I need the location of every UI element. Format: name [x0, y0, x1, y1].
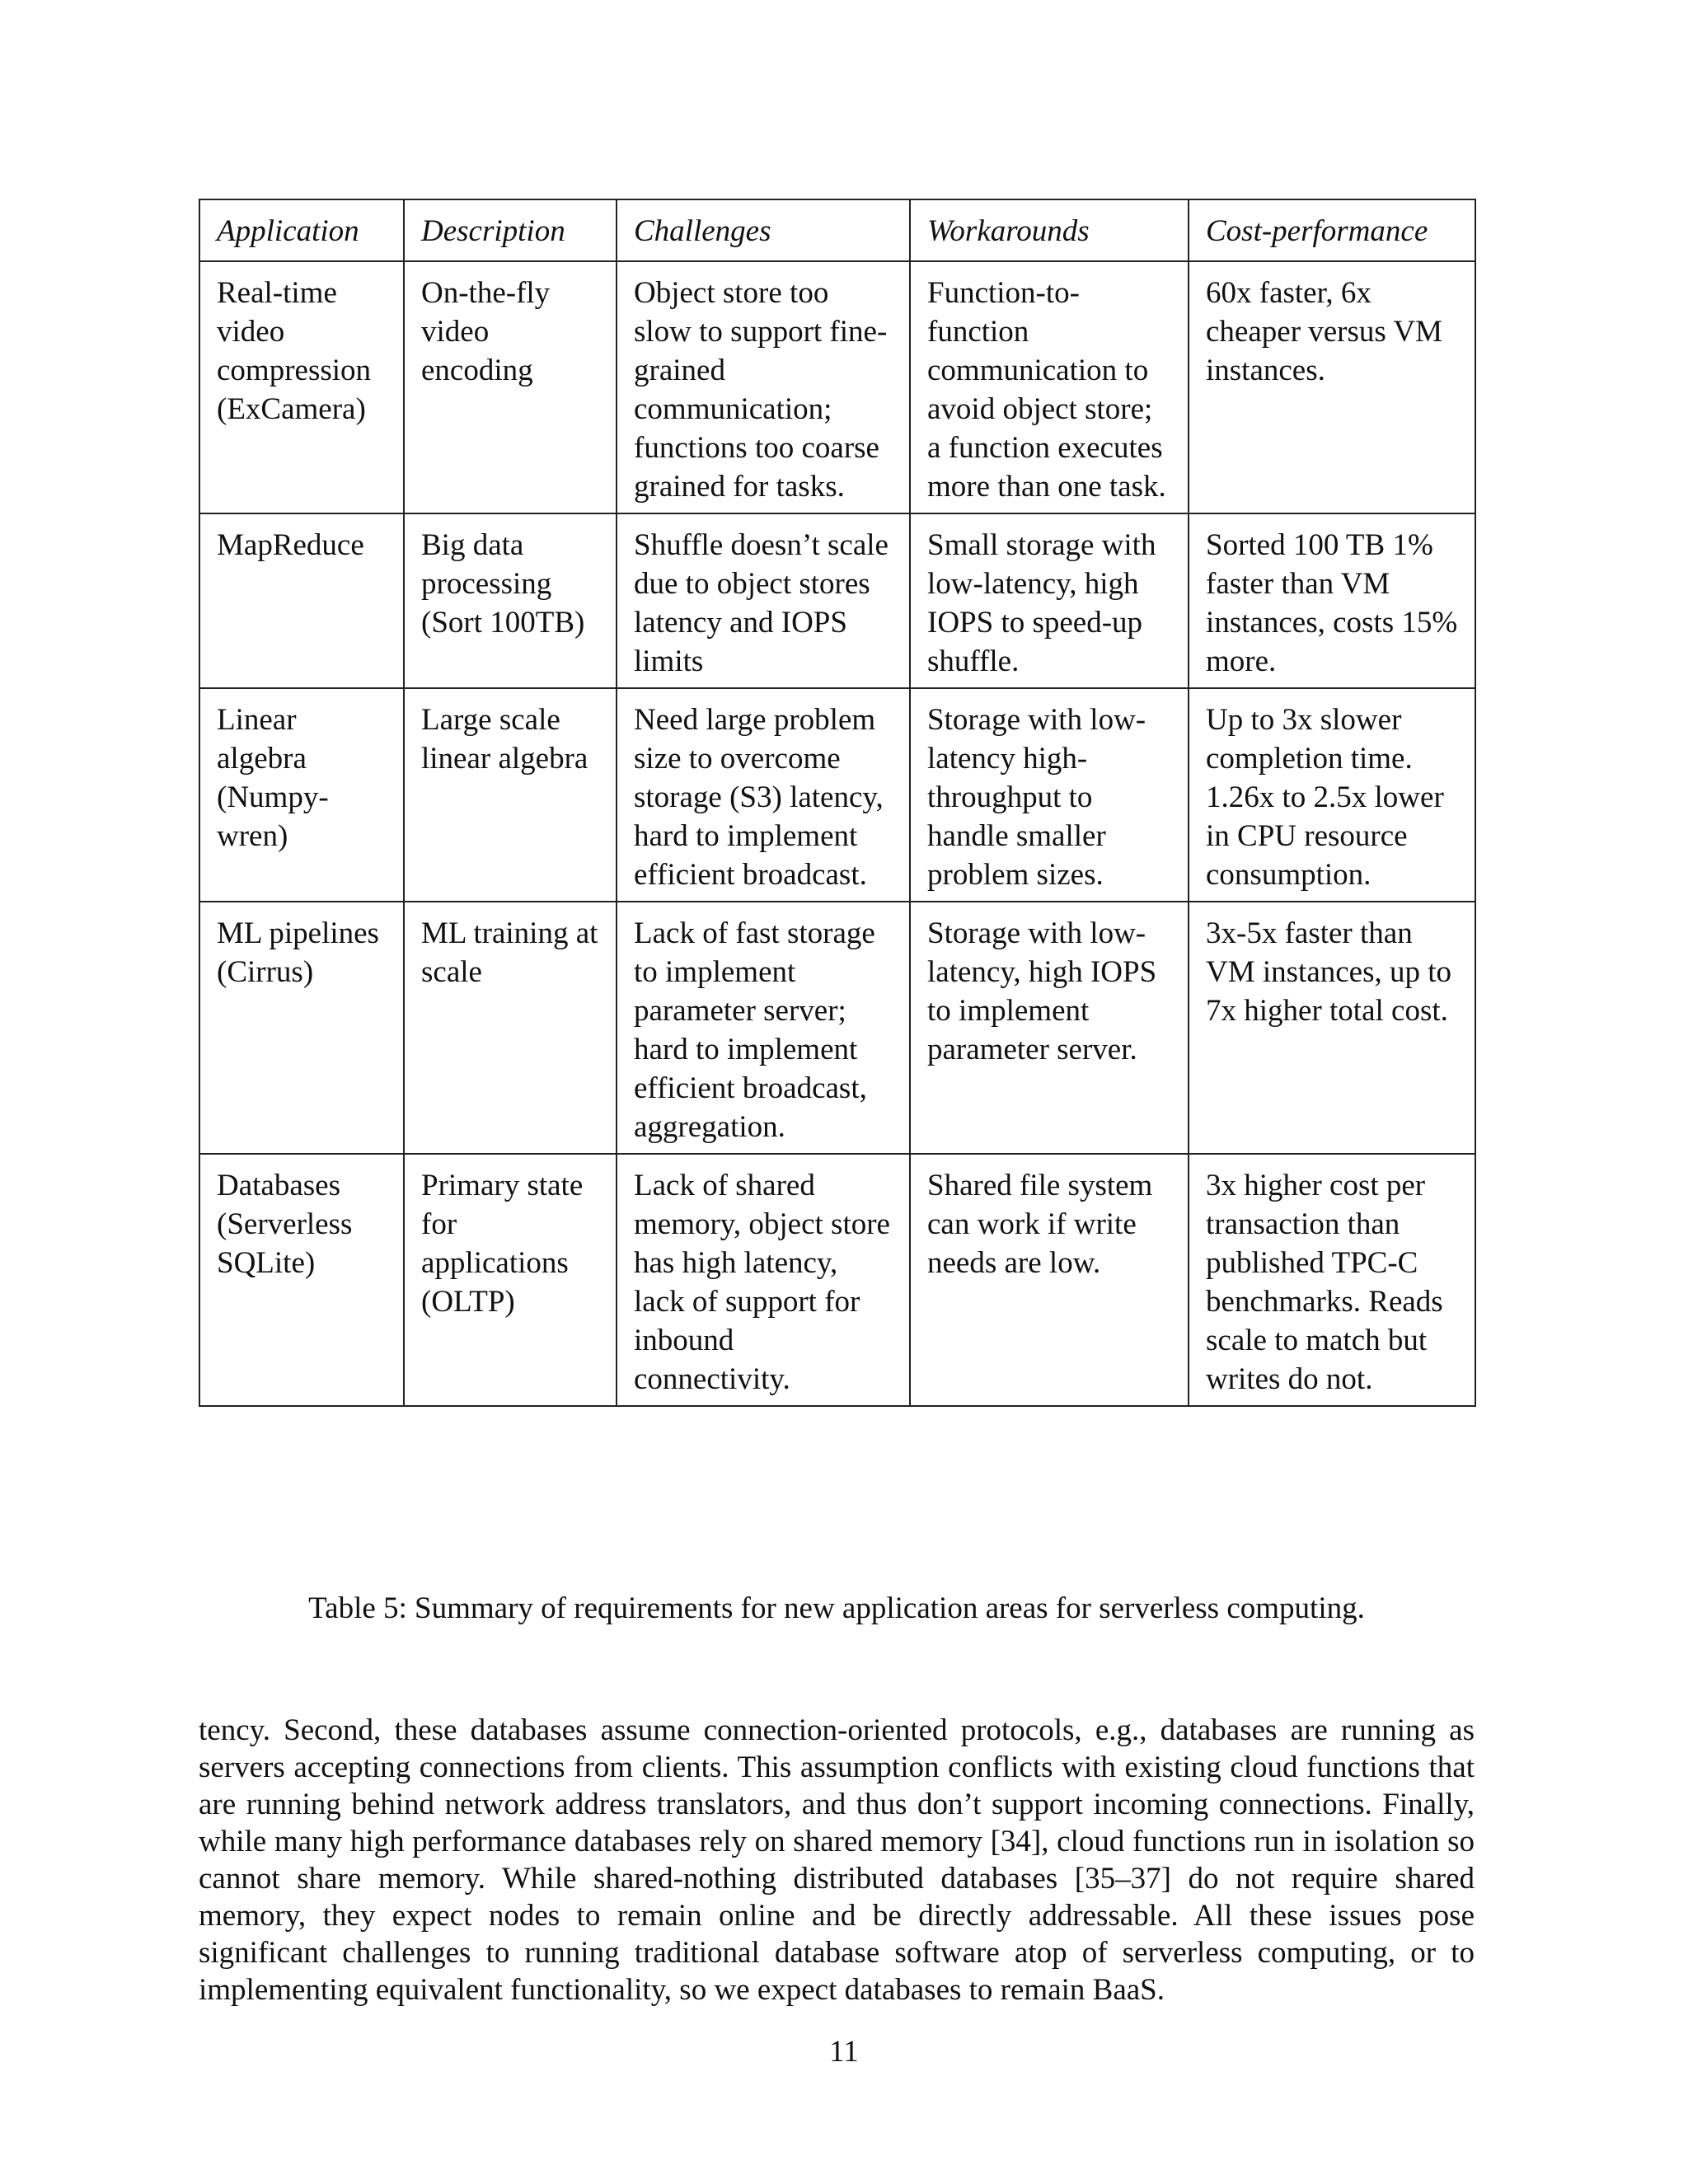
cell-workarounds: Storage with low-latency high-throughput to handle smaller problem sizes.: [910, 688, 1189, 902]
table-row: [199, 688, 1475, 902]
body-paragraph: tency. Second, these databases assume connection-oriented protocols, e.g., databases are running as servers accepting connections from clients. This assumption conflicts with existing cloud functions that are running behind network address translators, and thus don’t support incoming connections. Finally, while many high performance databases rely on shared memory [34], cloud functions run in isolation so cannot share memory. While shared-nothing distributed databases [35–37] do not require shared memory, they expect nodes to remain online and be directly addressable. All these issues pose significant challenges to running traditional database software atop of serverless computing, or to implementing equivalent functionality, so we expect databases to remain BaaS.: [199, 1713, 1475, 2007]
cell-cost-performance: 60x faster, 6x cheaper versus VM instances.: [1189, 261, 1475, 513]
cell-workarounds: Function-to-function communication to avoid object store; a function executes more than one task.: [910, 261, 1189, 513]
requirements-table: [199, 199, 1476, 1407]
cell-workarounds: Storage with low-latency, high IOPS to implement parameter server.: [910, 902, 1189, 1154]
cell-challenges: Need large problem size to overcome storage (S3) latency, hard to implement efficient broadcast.: [617, 688, 910, 902]
cell-application: Real-time video compression (ExCamera): [199, 261, 404, 513]
table-row: [199, 1154, 1475, 1406]
header-application: Application: [199, 199, 404, 261]
table-caption: Table 5: Summary of requirements for new application areas for serverless computing.: [308, 1591, 1365, 1625]
header-cost-performance: Cost-performance: [1189, 199, 1475, 261]
cell-description: On-the-fly video encoding: [404, 261, 617, 513]
header-workarounds: Workarounds: [910, 199, 1189, 261]
cell-challenges: Shuffle doesn’t scale due to object stores latency and IOPS limits: [617, 513, 910, 688]
page-number: 11: [829, 2035, 859, 2069]
cell-challenges: Lack of shared memory, object store has high latency, lack of support for inbound connectivity.: [617, 1154, 910, 1406]
cell-application: Databases (Serverless SQLite): [199, 1154, 404, 1406]
cell-workarounds: Small storage with low-latency, high IOPS to speed-up shuffle.: [910, 513, 1189, 688]
cell-challenges: Object store too slow to support fine-grained communication; functions too coarse grained for tasks.: [617, 261, 910, 513]
cell-cost-performance: 3x higher cost per transaction than published TPC-C benchmarks. Reads scale to match but writes do not.: [1189, 1154, 1475, 1406]
cell-description: Large scale linear algebra: [404, 688, 617, 902]
cell-description: Primary state for applications (OLTP): [404, 1154, 617, 1406]
table-row: [199, 261, 1475, 513]
table-header-row: [199, 199, 1475, 261]
table-row: [199, 902, 1475, 1154]
cell-cost-performance: Sorted 100 TB 1% faster than VM instances, costs 15% more.: [1189, 513, 1475, 688]
cell-application: MapReduce: [199, 513, 404, 688]
table-row: [199, 513, 1475, 688]
cell-workarounds: Shared file system can work if write needs are low.: [910, 1154, 1189, 1406]
header-challenges: Challenges: [617, 199, 910, 261]
cell-application: ML pipelines (Cirrus): [199, 902, 404, 1154]
header-description: Description: [404, 199, 617, 261]
cell-description: Big data processing (Sort 100TB): [404, 513, 617, 688]
cell-cost-performance: Up to 3x slower completion time. 1.26x to 2.5x lower in CPU resource consumption.: [1189, 688, 1475, 902]
cell-description: ML training at scale: [404, 902, 617, 1154]
cell-application: Linear algebra (Numpy-wren): [199, 688, 404, 902]
cell-cost-performance: 3x-5x faster than VM instances, up to 7x higher total cost.: [1189, 902, 1475, 1154]
cell-challenges: Lack of fast storage to implement parameter server; hard to implement efficient broadcast, aggregation.: [617, 902, 910, 1154]
